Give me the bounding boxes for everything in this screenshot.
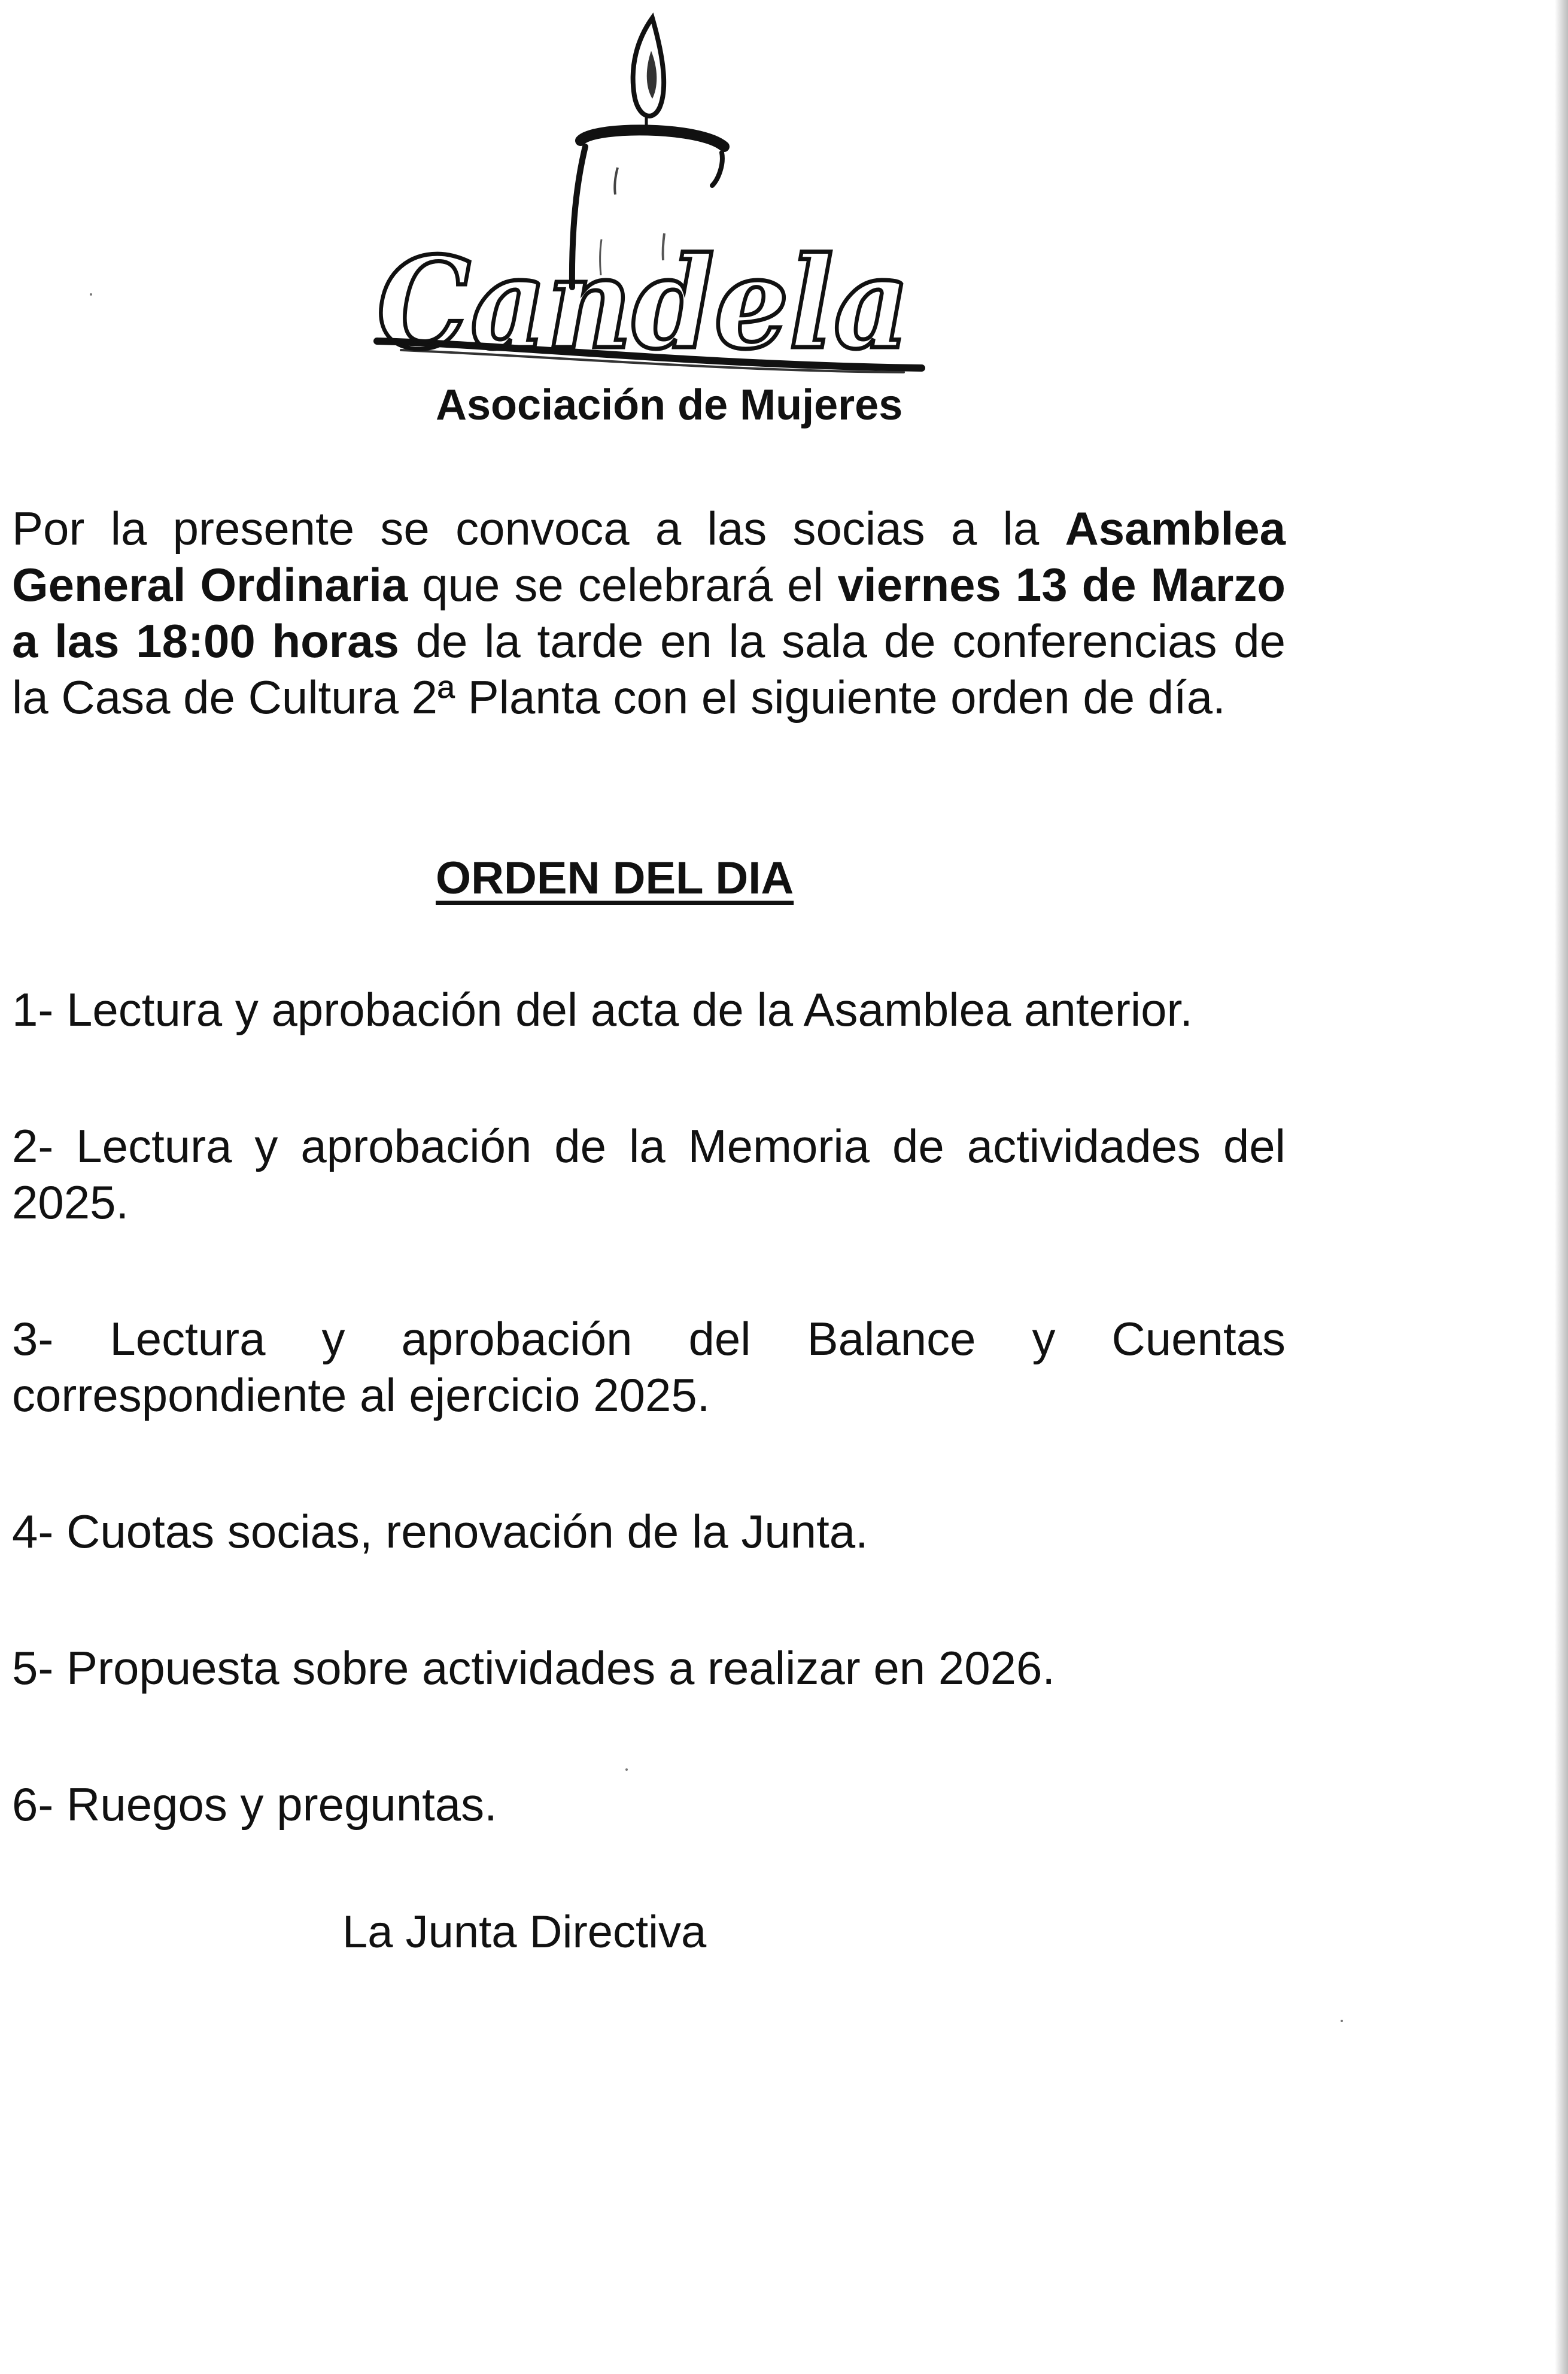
agenda-item: 4- Cuotas socias, renovación de la Junta.: [12, 1505, 868, 1558]
logo-lettering: Candela: [377, 229, 910, 377]
scan-edge-shadow: [1555, 0, 1568, 2374]
candela-logo: [365, 6, 940, 389]
agenda-item-line-2: correspondiente al ejercicio 2025.: [12, 1369, 710, 1421]
agenda-item: 6- Ruegos y preguntas.: [12, 1778, 497, 1831]
agenda-item: 5- Propuesta sobre actividades a realizar en 2026.: [12, 1642, 1056, 1694]
scan-speck: [1341, 2020, 1343, 2022]
intro-assembly-name: Asamblea General Ordinaria: [12, 502, 1286, 611]
intro-paragraph: [12, 500, 1286, 725]
scan-speck: [625, 1768, 628, 1771]
intro-text-1: Por la presente se convoca a las socias a la: [12, 502, 1065, 555]
agenda-item: 1- Lectura y aprobación del acta de la Asamblea anterior.: [12, 983, 1193, 1036]
agenda-list: [12, 981, 1286, 1913]
agenda-item-line-1: 3- Lectura y aprobación del Balance y Cuentas: [12, 1312, 1286, 1365]
intro-date-time: viernes 13 de Marzo a las 18:00 horas: [12, 558, 1286, 667]
intro-text-2: que se celebrará el: [408, 558, 838, 611]
intro-text-3: de la tarde en la sala de conferencias de la Casa de Cultura 2ª Planta con el siguiente orden de día.: [12, 615, 1286, 724]
agenda-item: [12, 1311, 1286, 1423]
agenda-item: 2- Lectura y aprobación de la Memoria de actividades del 2025.: [12, 1120, 1286, 1229]
organization-subtitle: Asociación de Mujeres: [436, 381, 903, 429]
signature: La Junta Directiva: [342, 1907, 707, 1957]
agenda-heading: ORDEN DEL DIA: [436, 853, 794, 904]
scan-speck: [90, 293, 92, 296]
